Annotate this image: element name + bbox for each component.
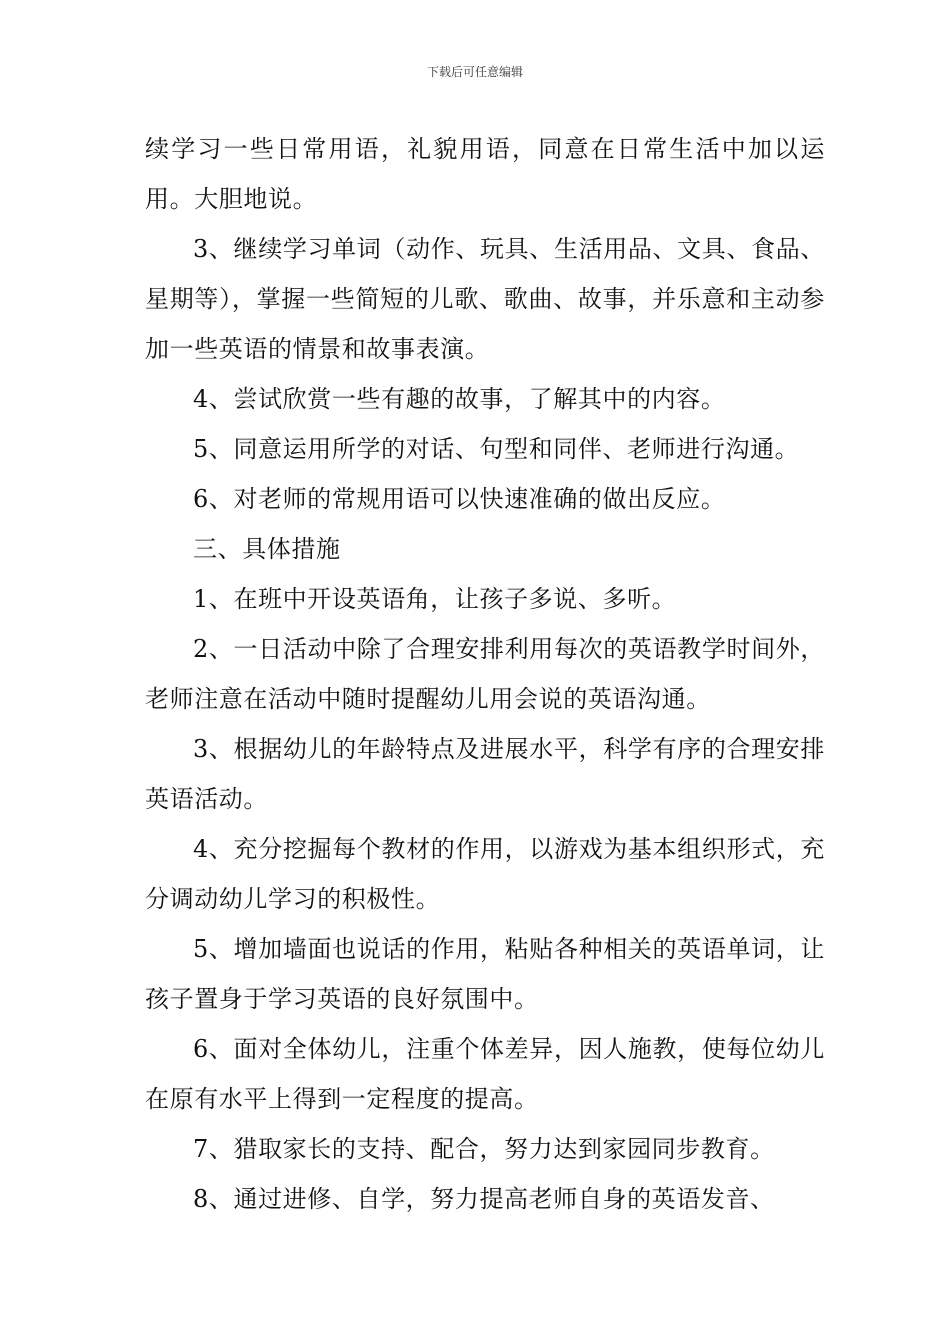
paragraph-measure-7: 7、猎取家长的支持、配合，努力达到家园同步教育。 <box>193 1135 775 1163</box>
paragraph-measure-8: 8、通过进修、自学，努力提高老师自身的英语发音、 <box>193 1185 775 1213</box>
paragraph-measure-3: 3、根据幼儿的年龄特点及进展水平，科学有序的合理安排英语活动。 <box>145 735 825 813</box>
paragraph-measure-6: 6、面对全体幼儿，注重个体差异，因人施教，使每位幼儿在原有水平上得到一定程度的提高。 <box>145 1035 825 1113</box>
paragraph-goal-5: 5、同意运用所学的对话、句型和同伴、老师进行沟通。 <box>193 435 800 463</box>
page-header: 下载后可任意编辑 <box>426 65 523 79</box>
section-heading-measures: 三、具体措施 <box>193 535 341 563</box>
paragraph-measure-2: 2、一日活动中除了合理安排利用每次的英语教学时间外，老师注意在活动中随时提醒幼儿用会说的英语沟通。 <box>145 635 825 713</box>
paragraph-measure-5: 5、增加墙面也说话的作用，粘贴各种相关的英语单词，让孩子置身于学习英语的良好氛围中。 <box>145 935 825 1013</box>
document-body <box>145 124 825 1224</box>
paragraph-goal-3: 3、继续学习单词（动作、玩具、生活用品、文具、食品、星期等），掌握一些简短的儿歌、歌曲、故事，并乐意和主动参加一些英语的情景和故事表演。 <box>145 235 825 363</box>
paragraph-continuation: 续学习一些日常用语，礼貌用语，同意在日常生活中加以运用。大胆地说。 <box>145 135 825 213</box>
paragraph-measure-4: 4、充分挖掘每个教材的作用，以游戏为基本组织形式，充分调动幼儿学习的积极性。 <box>145 835 825 913</box>
paragraph-measure-1: 1、在班中开设英语角，让孩子多说、多听。 <box>193 585 677 613</box>
paragraph-goal-4: 4、尝试欣赏一些有趣的故事，了解其中的内容。 <box>193 385 726 413</box>
paragraph-goal-6: 6、对老师的常规用语可以快速准确的做出反应。 <box>193 485 726 513</box>
